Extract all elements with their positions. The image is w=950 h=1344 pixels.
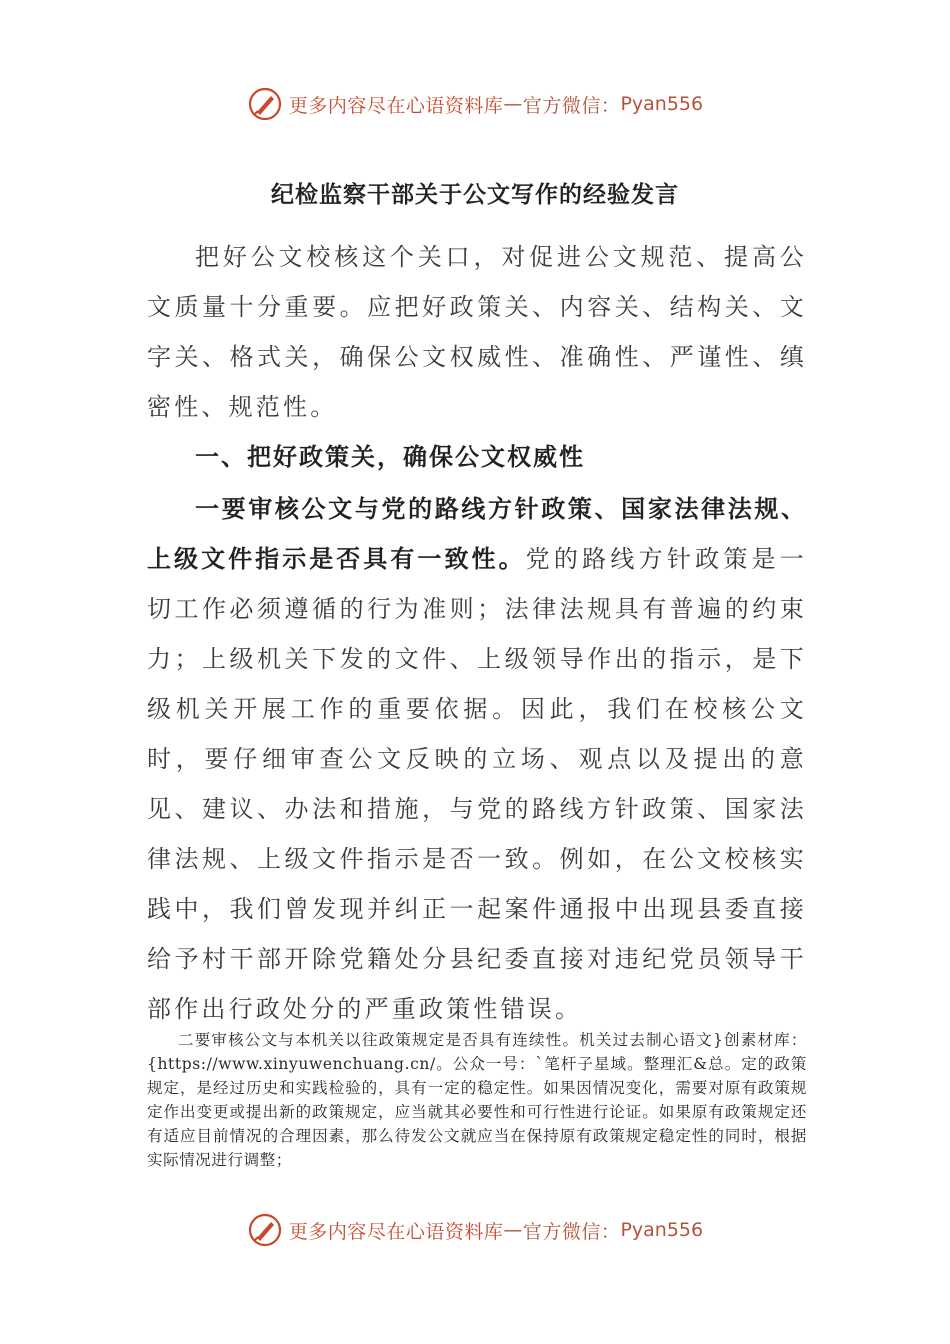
paragraph-policy-consistency (147, 484, 807, 1034)
banner-dash: — (503, 1219, 523, 1241)
paragraph-policy-continuity: 二要审核公文与本机关以往政策规定是否具有连续性。机关过去制心语文}创素材库：{https://www.xinyuwenchuang.cn/。公众一号：`笔杆子星域。整理汇&总。定的政策规定，是经过历史和实践检验的，具有一定的稳定性。如果因情况变化，需要对原有政策规定作出变更或提出新的政策规定，应当就其必要性和可行性进行论证。如果原有政策规定还有适应目前情况的合理因素，那么待发公文就应当在保持原有政策规定稳定性的同时，根据实际情况进行调整； (147, 1031, 807, 1169)
intro-paragraph: 把好公文校核这个关口，对促进公文规范、提高公文质量十分重要。应把好政策关、内容关、结构关、文字关、格式关，确保公文权威性、准确性、严谨性、缜密性、规范性。 (147, 243, 807, 421)
banner-dash: — (503, 93, 523, 115)
banner-contact-text: 官方微信： (522, 94, 621, 117)
banner-wechat-id: Pyan556 (620, 93, 704, 115)
paragraph-lead: 一要审核公文与党的路线方针政策、国家法律法规、上级文件指示是否具有一致性。 (147, 494, 807, 573)
banner-brand-text: 更多内容尽在心语资料库 (288, 94, 504, 117)
banner-contact-text: 官方微信： (522, 1220, 621, 1243)
footer-banner (0, 1210, 950, 1250)
header-banner (0, 84, 950, 124)
section-heading: 一、把好政策关，确保公文权威性 (195, 442, 585, 471)
banner-brand-text: 更多内容尽在心语资料库 (288, 1220, 504, 1243)
document-title: 纪检监察干部关于公文写作的经验发言 (271, 181, 679, 208)
paragraph-body: 党的路线方针政策是一切工作必须遵循的行为准则；法律法规具有普遍的约束力；上级机关下发的文件、上级领导作出的指示，是下级机关开展工作的重要依据。因此，我们在校核公文时，要仔细审查公文反映的立场、观点以及提出的意见、建议、办法和措施，与党的路线方针政策、国家法律法规、上级文件指示是否一致。例如，在公文校核实践中，我们曾发现并纠正一起案件通报中出现县委直接给予村干部开除党籍处分县纪委直接对违纪党员领导干部作出行政处分的严重政策性错误。 (147, 545, 807, 1023)
pen-logo-icon (247, 86, 283, 122)
banner-wechat-id: Pyan556 (620, 1219, 704, 1241)
pen-logo-icon (247, 1212, 283, 1248)
